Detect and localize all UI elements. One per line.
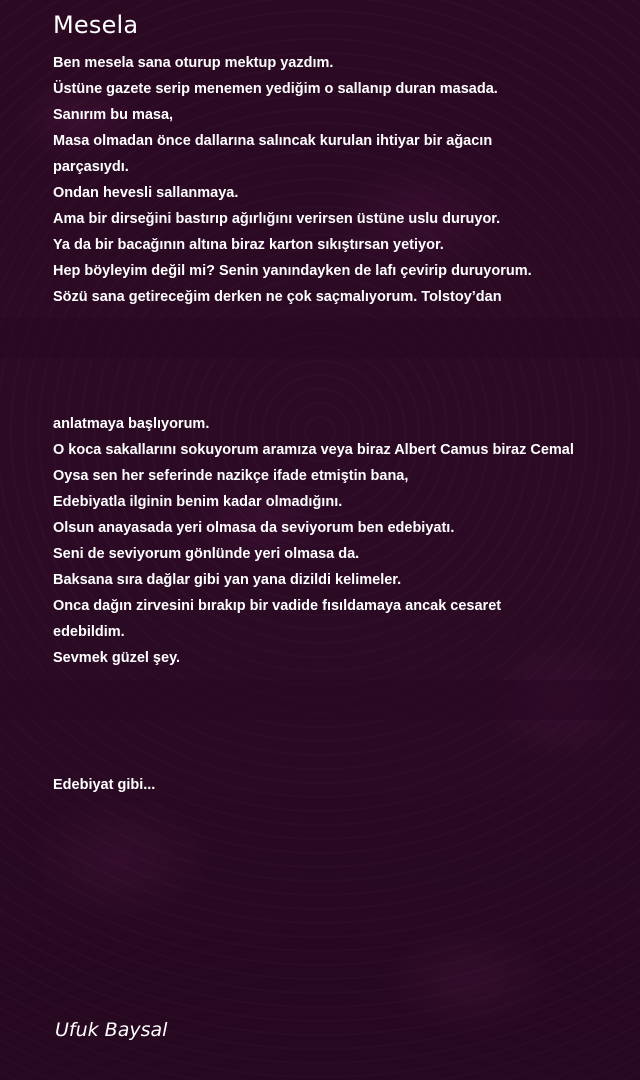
poem-line: Oysa sen her seferinde nazikçe ifade etmiştin bana, — [53, 468, 409, 484]
poem-line: edebildim. — [53, 624, 125, 640]
poem-line: Üstüne gazete serip menemen yediğim o sallanıp duran masada. — [53, 81, 498, 97]
background-band — [0, 680, 640, 720]
poem-line: Ondan hevesli sallanmaya. — [53, 185, 239, 201]
poem-title: Mesela — [53, 11, 139, 39]
poem-line: Hep böyleyim değil mi? Senin yanındayken de lafı çevirip duruyorum. — [53, 263, 532, 279]
poem-line: Sözü sana getireceğim derken ne çok saçmalıyorum. Tolstoy’dan — [53, 289, 502, 305]
poem-line: Edebiyat gibi... — [53, 777, 156, 793]
poem-line: Baksana sıra dağlar gibi yan yana dizildi kelimeler. — [53, 572, 402, 588]
poem-line: Ben mesela sana oturup mektup yazdım. — [53, 55, 334, 71]
poem-line: Seni de seviyorum gönlünde yeri olmasa da. — [53, 546, 360, 562]
poem-author: Ufuk Baysal — [55, 1019, 168, 1041]
poem-line: parçasıydı. — [53, 159, 129, 175]
poem-line: Edebiyatla ilginin benim kadar olmadığını. — [53, 494, 343, 510]
poem-line: Ya da bir bacağının altına biraz karton sıkıştırsan yetiyor. — [53, 237, 444, 253]
poem-line: Sanırım bu masa, — [53, 107, 174, 123]
poem-stanza-1 — [53, 50, 640, 310]
poem-line: Ama bir dirseğini bastırıp ağırlığını verirsen üstüne uslu duruyor. — [53, 211, 501, 227]
poem-stanza-2 — [53, 411, 640, 671]
poem-stanza-3 — [53, 772, 640, 798]
poem-line: O koca sakallarını sokuyorum aramıza veya biraz Albert Camus biraz Cemal — [53, 442, 574, 458]
poem-line: Onca dağın zirvesini bırakıp bir vadide fısıldamaya ancak cesaret — [53, 598, 502, 614]
background-band — [0, 318, 640, 358]
poem-line: Olsun anayasada yeri olmasa da seviyorum ben edebiyatı. — [53, 520, 455, 536]
poem-line: anlatmaya başlıyorum. — [53, 416, 210, 432]
poem-line: Sevmek güzel şey. — [53, 650, 181, 666]
poem-line: Masa olmadan önce dallarına salıncak kurulan ihtiyar bir ağacın — [53, 133, 493, 149]
